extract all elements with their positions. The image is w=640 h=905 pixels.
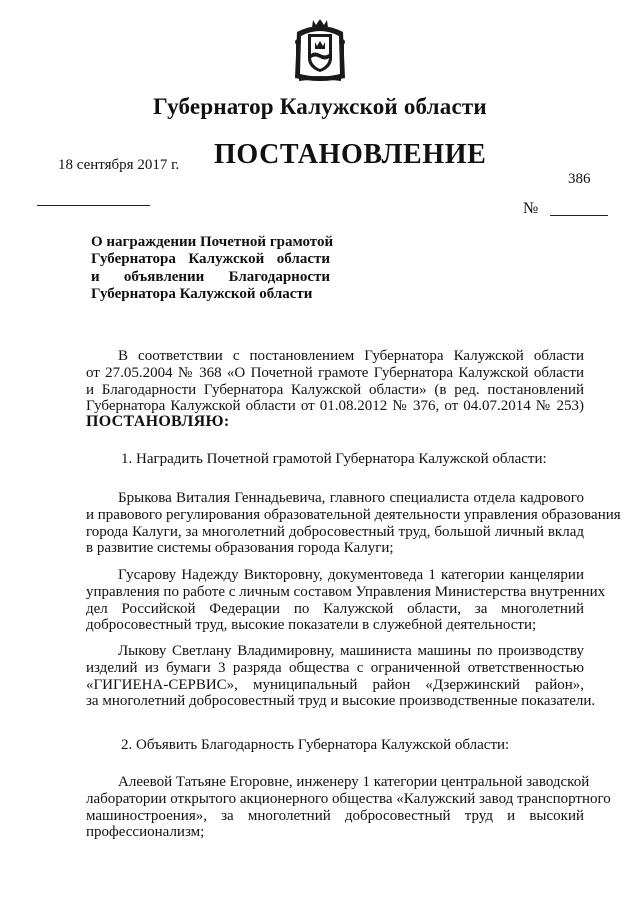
- document-type: ПОСТАНОВЛЕНИЕ: [214, 139, 487, 170]
- award-line: добросовестный труд, высокие показатели в служебной деятельности;: [86, 617, 537, 634]
- award-paragraph-2: [86, 567, 606, 634]
- thanks-line: профессионализм;: [86, 824, 205, 841]
- award-line: Брыкова Виталия Геннадьевича, главного специалиста отдела кадрового: [118, 490, 584, 506]
- award-line: изделий из бумаги 3 разряда общества с ограниченной ответственностью: [86, 659, 584, 676]
- number-underline: [550, 215, 608, 216]
- kaluga-coat-of-arms-icon: [293, 18, 347, 84]
- preamble-line: Губернатора Калужской области от 01.08.2012 № 376, от 04.07.2014 № 253): [86, 398, 584, 415]
- preamble-paragraph: [86, 348, 584, 415]
- document-date: 18 сентября 2017 г.: [58, 157, 180, 173]
- document-subject: [91, 234, 334, 303]
- item-1-heading: 1. Наградить Почетной грамотой Губернатора Калужской области:: [121, 451, 547, 467]
- resolve-heading: ПОСТАНОВЛЯЮ:: [86, 413, 230, 430]
- award-line: «ГИГИЕНА-СЕРВИС», муниципальный район «Дзержинский район»,: [86, 676, 584, 693]
- award-line: и правового регулирования образовательной деятельности управления образования: [86, 506, 621, 523]
- preamble-line: от 27.05.2004 № 368 «О Почетной грамоте Губернатора Калужской области: [86, 364, 584, 381]
- subject-line: О награждении Почетной грамотой: [91, 234, 334, 250]
- preamble-line: и Благодарности Губернатора Калужской области» (в ред. постановлений: [86, 381, 584, 398]
- award-paragraph-3: [86, 643, 596, 710]
- thanks-line: Алеевой Татьяне Егоровне, инженеру 1 категории центральной заводской: [118, 774, 590, 790]
- preamble-line: В соответствии с постановлением Губернатора Калужской области: [118, 348, 584, 364]
- award-paragraph-1: [86, 490, 621, 557]
- award-line: в развитие системы образования города Калуги;: [86, 540, 394, 557]
- award-line: Лыкову Светлану Владимировну, машиниста машины по производству: [118, 643, 584, 659]
- number-label: №: [523, 200, 539, 217]
- thanks-line: лаборатории открытого акционерного общества «Калужский завод транспортного: [86, 790, 611, 807]
- subject-line: и объявлении Благодарности: [91, 268, 330, 285]
- subject-line: Губернатора Калужской области: [91, 285, 313, 302]
- award-line: города Калуги, за многолетний добросовестный труд, большой личный вклад: [86, 523, 584, 540]
- thanks-line: машиностроения», за многолетний добросовестный труд и высокий: [86, 807, 584, 824]
- award-line: Гусарову Надежду Викторовну, документоведа 1 категории канцелярии: [118, 567, 584, 583]
- item-2-heading: 2. Объявить Благодарность Губернатора Калужской области:: [121, 737, 510, 753]
- date-underline: [37, 205, 150, 206]
- award-line: управления по работе с личным составом Управления Министерства внутренних: [86, 583, 606, 600]
- award-line: дел Российской Федерации по Калужской области, за многолетний: [86, 600, 584, 617]
- award-line: за многолетний добросовестный труд и высокие производственные показатели.: [86, 693, 596, 710]
- authority-title: Губернатор Калужской области: [153, 94, 487, 119]
- document-number: 386: [568, 171, 591, 187]
- subject-line: Губернатора Калужской области: [91, 251, 330, 268]
- thanks-paragraph-1: [86, 774, 611, 841]
